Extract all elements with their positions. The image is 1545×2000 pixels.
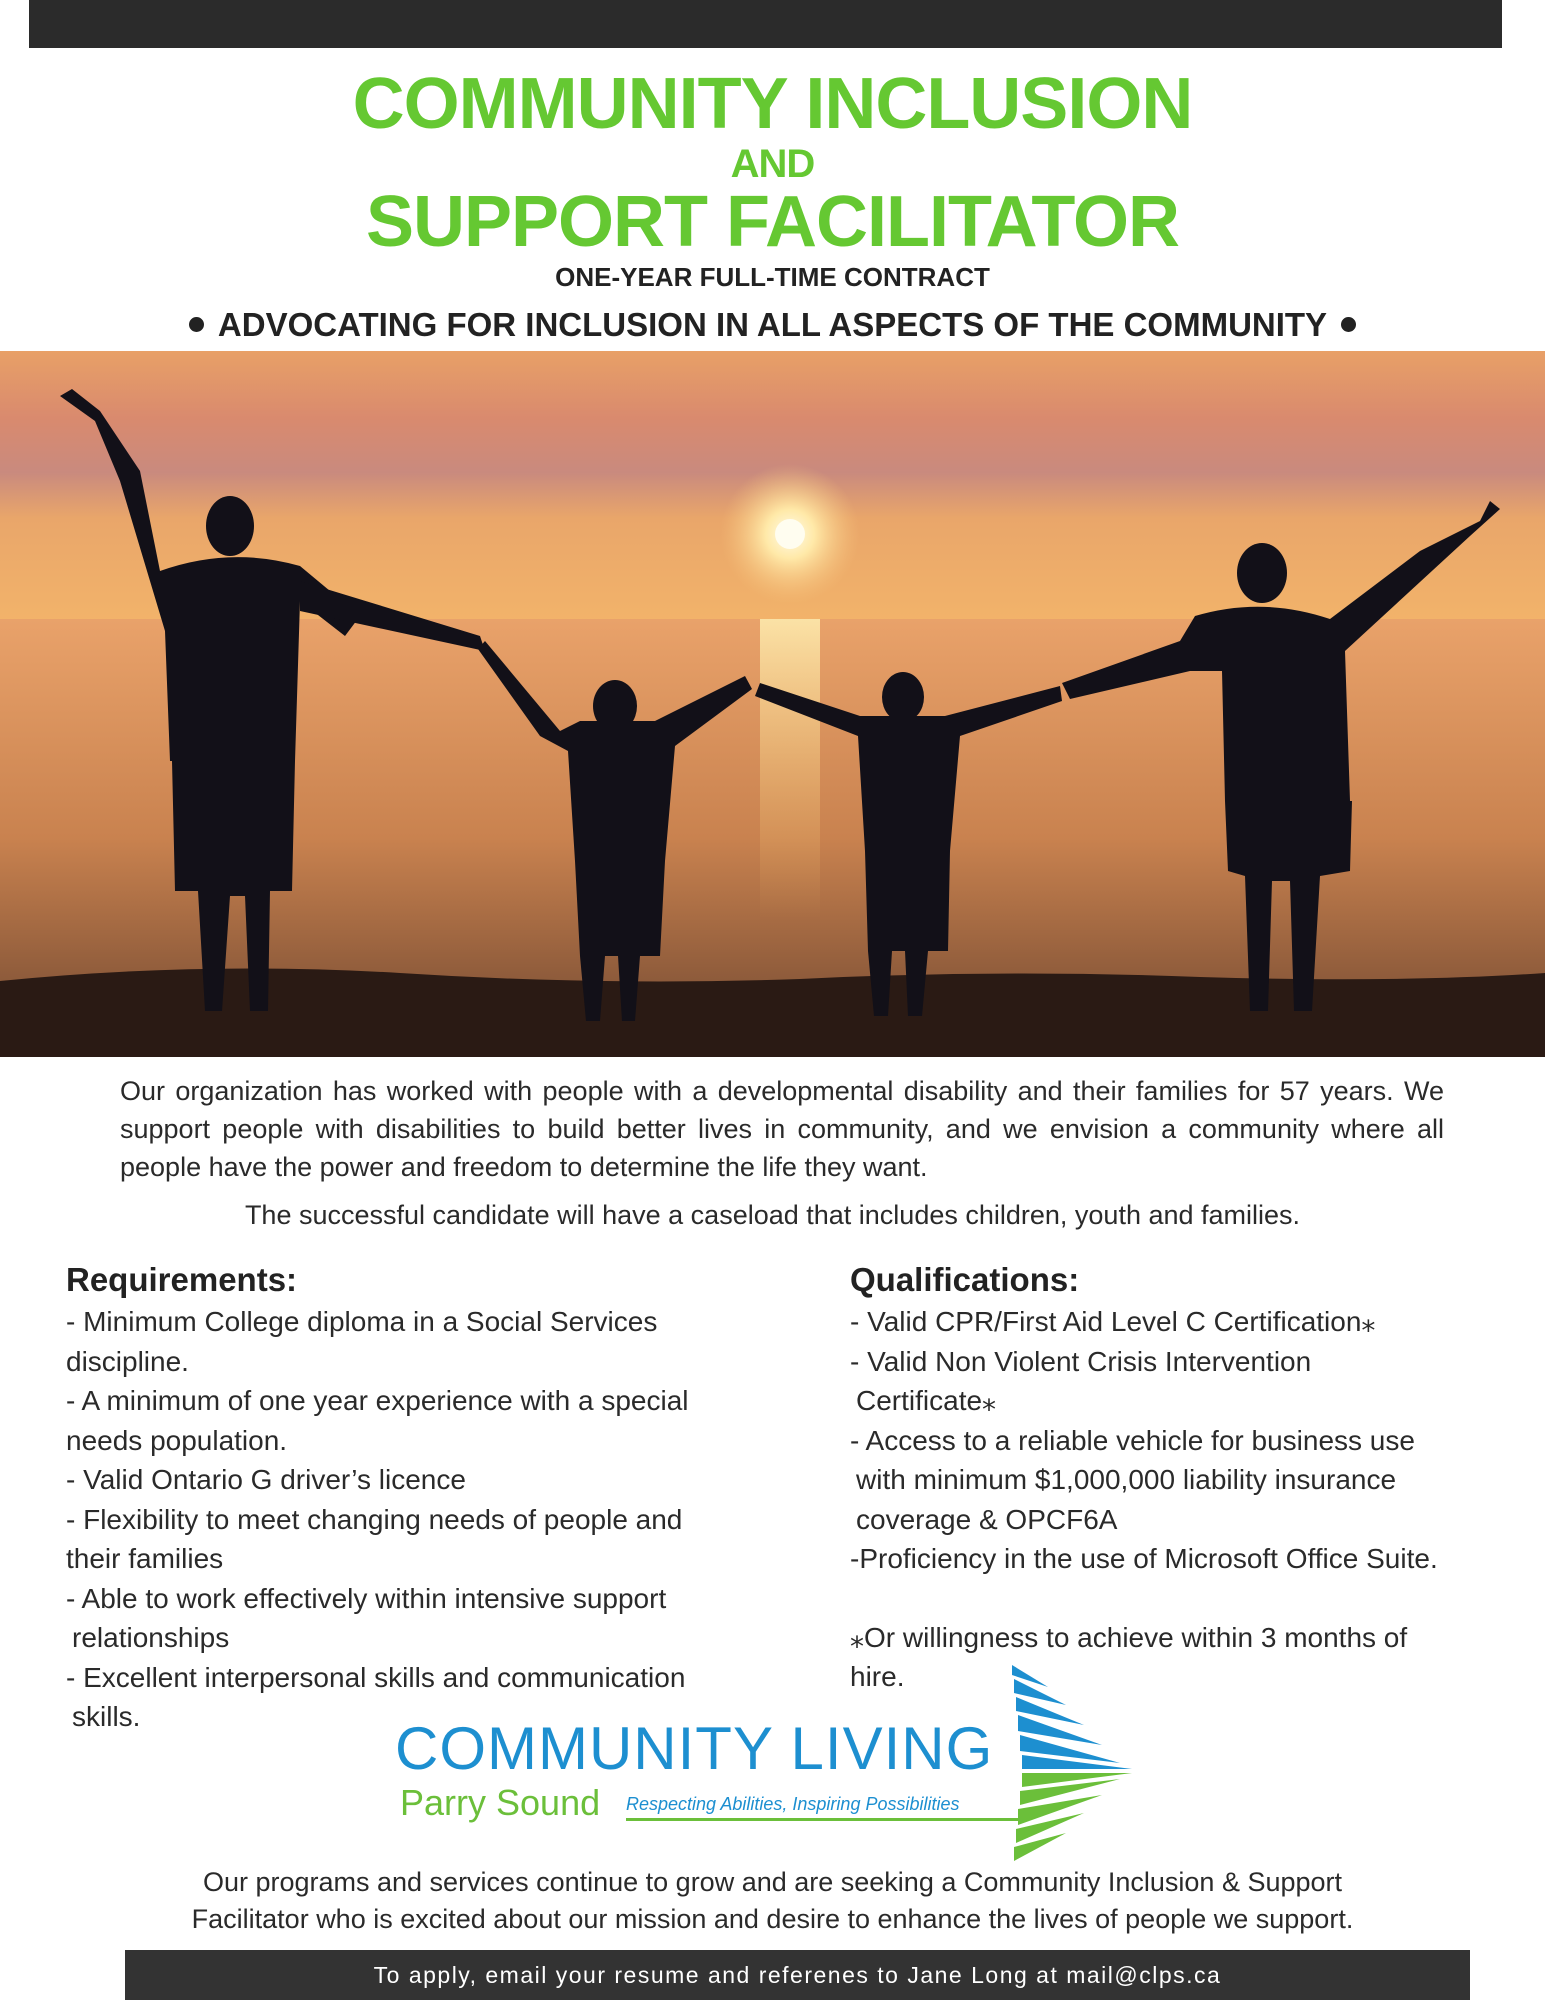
- qualifications-heading: Qualifications:: [850, 1261, 1080, 1298]
- requirement-line: - Valid Ontario G driver’s licence: [66, 1464, 466, 1495]
- qualification-line: - Valid Non Violent Crisis Intervention: [850, 1345, 1312, 1377]
- closing-line-2: Facilitator who is excited about our mission and desire to enhance the lives of people we support.: [191, 1904, 1354, 1934]
- intro-paragraph: Our organization has worked with people with a developmental disability and their families for 57 years. We support people with disabilities to build better lives in community, and we envision a community where all people have the power and freedom to determine the life they want.: [120, 1076, 1444, 1182]
- qualification-note: hire.: [850, 1661, 905, 1692]
- bullet-icon: [189, 317, 204, 332]
- logo-tagline: Respecting Abilities, Inspiring Possibilities: [626, 1794, 960, 1814]
- caseload-statement: The successful candidate will have a caseload that includes children, youth and families.: [244, 1200, 1301, 1230]
- community-living-logo: [395, 1715, 994, 1823]
- qualification-line: -Proficiency in the use of Microsoft Office Suite.: [850, 1543, 1438, 1574]
- tagline-text: ADVOCATING FOR INCLUSION IN ALL ASPECTS OF THE COMMUNITY: [217, 306, 1328, 343]
- requirement-line: - Able to work effectively within intensive support: [66, 1582, 667, 1614]
- qualification-line: coverage & OPCF6A: [856, 1503, 1118, 1535]
- qualification-line: with minimum $1,000,000 liability insurance: [856, 1464, 1397, 1495]
- requirement-line: - A minimum of one year experience with a special: [66, 1385, 689, 1416]
- requirement-line: skills.: [72, 1701, 141, 1732]
- qualification-note: ⁎Or willingness to achieve within 3 months of: [850, 1621, 1408, 1653]
- requirement-line: needs population.: [66, 1424, 288, 1456]
- qualification-line: - Valid CPR/First Aid Level C Certification⁎: [850, 1306, 1376, 1337]
- requirement-line: - Flexibility to meet changing needs of people and: [66, 1503, 683, 1535]
- requirement-line: their families: [66, 1543, 224, 1574]
- requirements-section: [66, 1258, 766, 1737]
- logo-name: COMMUNITY LIVING: [395, 1715, 994, 1782]
- title-line-1: COMMUNITY INCLUSION: [352, 64, 1193, 144]
- bullet-icon: [1341, 317, 1356, 332]
- apply-footer-bar: To apply, email your resume and referenes to Jane Long at mail@clps.ca: [125, 1950, 1470, 2000]
- title-line-2: AND: [730, 142, 815, 186]
- requirement-line: discipline.: [66, 1345, 189, 1377]
- title-line-3: SUPPORT FACILITATOR: [365, 182, 1179, 262]
- requirements-heading: Requirements:: [66, 1261, 298, 1298]
- requirement-line: - Minimum College diploma in a Social Services: [66, 1306, 658, 1337]
- logo-location: Parry Sound: [400, 1782, 601, 1823]
- fan-triangles-logo-icon: [1010, 1665, 1135, 1875]
- top-decorative-bar: [29, 0, 1502, 48]
- qualification-line: Certificate⁎: [856, 1385, 997, 1416]
- qualification-line: - Access to a reliable vehicle for business use: [850, 1424, 1415, 1456]
- contract-subtitle: ONE-YEAR FULL-TIME CONTRACT: [555, 262, 990, 292]
- requirement-line: relationships: [72, 1622, 230, 1653]
- tagline: [0, 306, 1545, 344]
- closing-line-1: Our programs and services continue to grow and are seeking a Community Inclusion & Support: [202, 1867, 1343, 1897]
- qualifications-section: [850, 1258, 1520, 1697]
- closing-statement: [0, 1864, 1545, 1938]
- requirement-line: - Excellent interpersonal skills and communication: [66, 1661, 686, 1693]
- logo-underline: [626, 1818, 1018, 1821]
- hero-photo-family-sunset: [0, 351, 1545, 1057]
